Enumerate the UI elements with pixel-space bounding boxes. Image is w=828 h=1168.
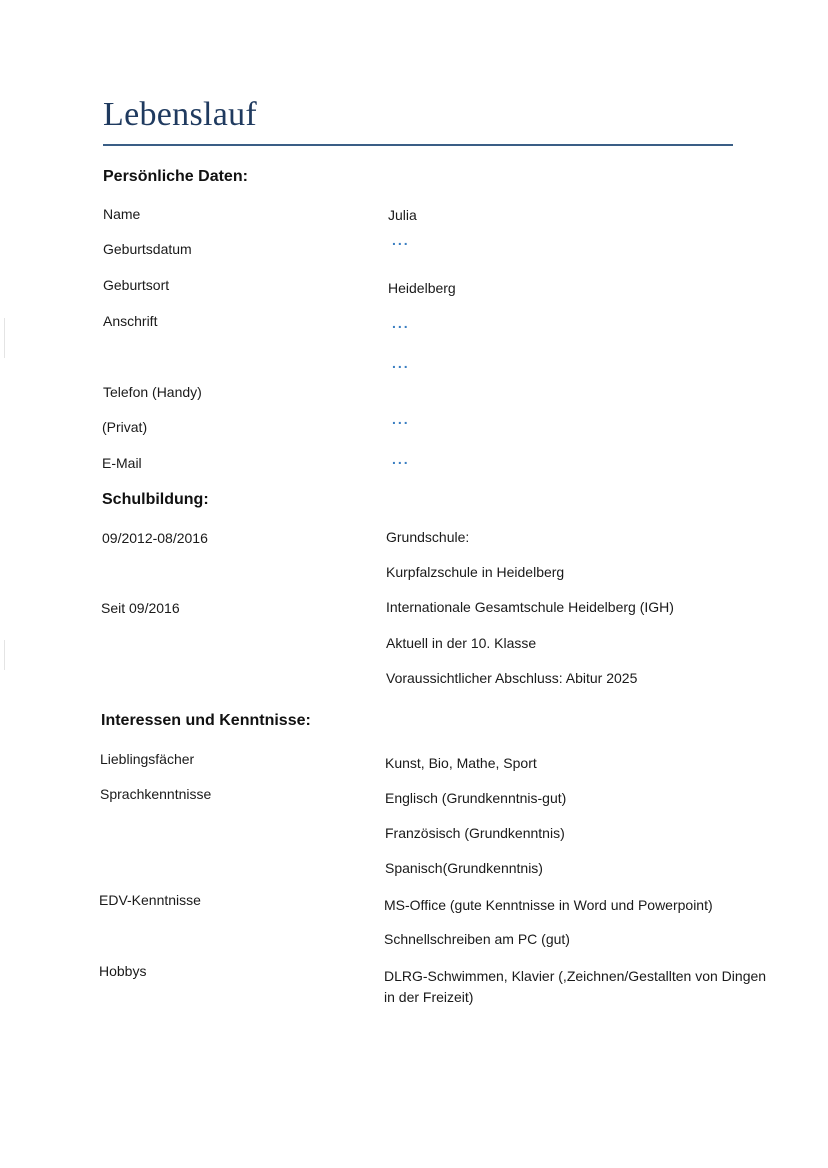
birthdate-label: Geburtsdatum	[103, 241, 192, 257]
section-heading-school: Schulbildung:	[102, 491, 209, 508]
language-2: Französisch (Grundkenntnis)	[385, 825, 565, 841]
school-period-1-line-2: Kurpfalzschule in Heidelberg	[386, 564, 565, 580]
phone-private-label: (Privat)	[102, 419, 148, 435]
language-1: Englisch (Grundkenntnis-gut)	[385, 790, 567, 806]
name-value: Julia	[388, 207, 417, 223]
school-period-2: Seit 09/2016	[101, 600, 180, 616]
scan-artifact	[4, 640, 5, 670]
birthplace-value: Heidelberg	[388, 280, 456, 296]
languages-label: Sprachkenntnisse	[100, 786, 212, 802]
favorite-subjects-value: Kunst, Bio, Mathe, Sport	[385, 755, 537, 771]
title-divider	[103, 144, 733, 146]
address-line2-redacted: ...	[392, 355, 410, 371]
address-label: Anschrift	[103, 313, 158, 329]
hobbies-label: Hobbys	[99, 963, 147, 979]
address-line1-redacted: ...	[392, 315, 410, 331]
it-skills-label: EDV-Kenntnisse	[99, 892, 201, 908]
it-skill-1: MS-Office (gute Kenntnisse in Word und Powerpoint)	[384, 897, 713, 913]
email-label: E-Mail	[102, 455, 142, 471]
phone-mobile-label: Telefon (Handy)	[103, 384, 202, 400]
birthplace-label: Geburtsort	[103, 277, 170, 293]
school-period-1: 09/2012-08/2016	[102, 530, 208, 546]
birthdate-value-redacted: ...	[392, 232, 410, 248]
school-period-2-line-1: Internationale Gesamtschule Heidelberg (IGH)	[386, 599, 674, 615]
favorite-subjects-label: Lieblingsfächer	[100, 751, 195, 767]
hobbies-value: DLRG-Schwimmen, Klavier (,Zeichnen/Gestallten von Dingen in der Freizeit)	[384, 968, 767, 1005]
email-value-redacted: ...	[392, 451, 410, 467]
school-period-1-line-1: Grundschule:	[386, 529, 470, 545]
school-period-2-line-3: Voraussichtlicher Abschluss: Abitur 2025	[386, 670, 638, 686]
name-label: Name	[103, 206, 141, 222]
section-heading-personal: Persönliche Daten:	[103, 168, 248, 185]
section-heading-interests: Interessen und Kenntnisse:	[101, 712, 311, 729]
it-skill-2: Schnellschreiben am PC (gut)	[384, 931, 570, 947]
language-3: Spanisch(Grundkenntnis)	[385, 860, 543, 876]
scan-artifact	[4, 318, 5, 358]
school-period-2-line-2: Aktuell in der 10. Klasse	[386, 635, 537, 651]
page-title: Lebenslauf	[103, 96, 258, 133]
phone-private-value-redacted: ...	[392, 411, 410, 427]
